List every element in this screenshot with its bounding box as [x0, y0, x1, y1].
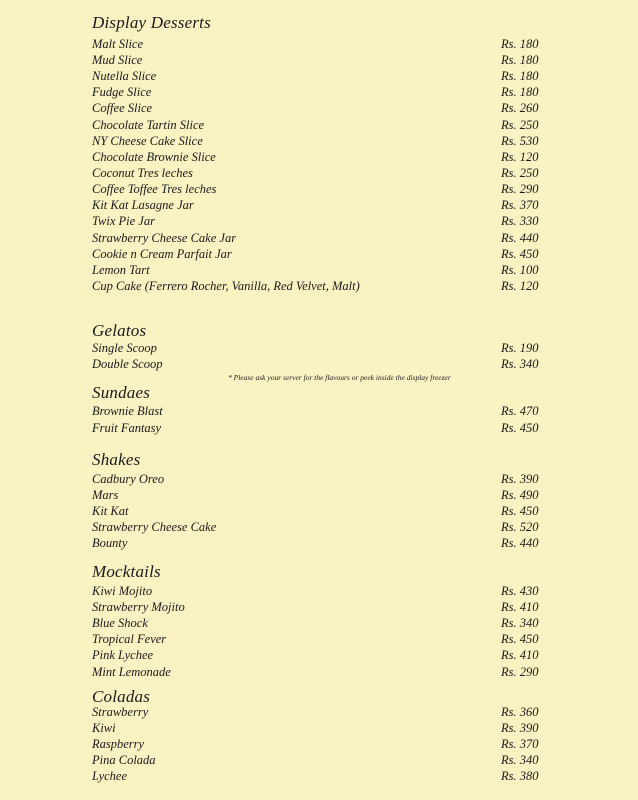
- item-name: Cup Cake (Ferrero Rocher, Vanilla, Red Velvet, Malt): [92, 279, 360, 293]
- item-name: Fruit Fantasy: [92, 421, 162, 435]
- item-price: Rs. 180: [501, 37, 539, 51]
- menu-item: [0, 68, 638, 84]
- menu-item: [0, 403, 638, 419]
- item-price: Rs. 490: [501, 488, 539, 502]
- item-name: Fudge Slice: [92, 85, 152, 99]
- menu-item: [0, 768, 638, 784]
- item-price: Rs. 340: [501, 753, 539, 767]
- item-price: Rs. 260: [501, 101, 539, 115]
- item-name: Mars: [92, 488, 119, 502]
- menu-item: [0, 519, 638, 535]
- item-price: Rs. 450: [501, 421, 539, 435]
- item-name: Strawberry Cheese Cake: [92, 520, 217, 534]
- menu-item: [0, 752, 638, 768]
- item-name: Twix Pie Jar: [92, 214, 155, 228]
- menu-item: [0, 36, 638, 52]
- item-price: Rs. 390: [501, 472, 539, 486]
- item-name: Kiwi Mojito: [92, 584, 153, 598]
- item-price: Rs. 330: [501, 214, 539, 228]
- item-name: Strawberry Mojito: [92, 600, 185, 614]
- item-price: Rs. 390: [501, 721, 539, 735]
- item-price: Rs. 520: [501, 520, 539, 534]
- flavour-note: * Please ask your server for the flavours or peek inside the display freezer: [228, 373, 451, 382]
- item-price: Rs. 450: [501, 504, 539, 518]
- menu-item: [0, 583, 638, 599]
- item-name: Brownie Blast: [92, 404, 163, 418]
- menu-item: [0, 420, 638, 436]
- item-price: Rs. 440: [501, 231, 539, 245]
- item-name: Blue Shock: [92, 616, 148, 630]
- item-price: Rs. 120: [501, 150, 539, 164]
- item-price: Rs. 530: [501, 134, 539, 148]
- menu-item: [0, 356, 638, 372]
- item-price: Rs. 370: [501, 198, 539, 212]
- item-name: Pink Lychee: [92, 648, 154, 662]
- item-price: Rs. 250: [501, 166, 539, 180]
- item-price: Rs. 450: [501, 632, 539, 646]
- item-name: Mint Lemonade: [92, 665, 171, 679]
- menu-item: [0, 535, 638, 551]
- item-name: Kit Kat: [92, 504, 129, 518]
- menu-item: [0, 197, 638, 213]
- section-title: Coladas: [92, 687, 151, 706]
- item-name: Cadbury Oreo: [92, 472, 165, 486]
- item-name: Nutella Slice: [92, 69, 157, 83]
- menu-item: [0, 487, 638, 503]
- item-price: Rs. 100: [501, 263, 539, 277]
- item-name: Tropical Fever: [92, 632, 167, 646]
- item-price: Rs. 180: [501, 53, 539, 67]
- item-price: Rs. 340: [501, 357, 539, 371]
- menu-item: [0, 230, 638, 246]
- menu-item: [0, 52, 638, 68]
- item-price: Rs. 180: [501, 69, 539, 83]
- menu-item: [0, 181, 638, 197]
- item-name: Malt Slice: [92, 37, 144, 51]
- item-price: Rs. 120: [501, 279, 539, 293]
- menu-item: [0, 647, 638, 663]
- menu-item: [0, 340, 638, 356]
- menu-item: [0, 213, 638, 229]
- item-price: Rs. 250: [501, 118, 539, 132]
- item-price: Rs. 340: [501, 616, 539, 630]
- menu-item: [0, 246, 638, 262]
- item-price: Rs. 450: [501, 247, 539, 261]
- item-price: Rs. 180: [501, 85, 539, 99]
- item-name: Mud Slice: [92, 53, 143, 67]
- menu-item: [0, 599, 638, 615]
- item-name: Raspberry: [92, 737, 145, 751]
- menu-item: [0, 278, 638, 294]
- item-price: Rs. 440: [501, 536, 539, 550]
- menu-item: [0, 503, 638, 519]
- item-name: Lemon Tart: [92, 263, 150, 277]
- item-name: Double Scoop: [92, 357, 163, 371]
- section-title: Sundaes: [92, 383, 151, 402]
- item-price: Rs. 430: [501, 584, 539, 598]
- menu-item: [0, 165, 638, 181]
- item-price: Rs. 290: [501, 665, 539, 679]
- menu-item: [0, 736, 638, 752]
- menu-item: [0, 615, 638, 631]
- item-name: Strawberry: [92, 705, 149, 719]
- item-name: Kiwi: [92, 721, 116, 735]
- item-price: Rs. 290: [501, 182, 539, 196]
- section-title: Gelatos: [92, 321, 147, 340]
- section-title: Shakes: [92, 450, 141, 469]
- item-name: Single Scoop: [92, 341, 157, 355]
- item-name: Coconut Tres leches: [92, 166, 193, 180]
- section-title: Mocktails: [92, 562, 161, 581]
- item-price: Rs. 370: [501, 737, 539, 751]
- menu-item: [0, 471, 638, 487]
- section-title: Display Desserts: [92, 13, 211, 32]
- menu-item: [0, 704, 638, 720]
- menu-item: [0, 100, 638, 116]
- item-name: Kit Kat Lasagne Jar: [92, 198, 194, 212]
- menu-item: [0, 720, 638, 736]
- menu-item: [0, 117, 638, 133]
- item-name: Chocolate Brownie Slice: [92, 150, 216, 164]
- item-price: Rs. 380: [501, 769, 539, 783]
- item-name: NY Cheese Cake Slice: [92, 134, 203, 148]
- item-name: Coffee Toffee Tres leches: [92, 182, 217, 196]
- item-price: Rs. 360: [501, 705, 539, 719]
- menu-item: [0, 149, 638, 165]
- item-price: Rs. 410: [501, 600, 539, 614]
- item-name: Pina Colada: [92, 753, 156, 767]
- menu-item: [0, 262, 638, 278]
- item-name: Strawberry Cheese Cake Jar: [92, 231, 237, 245]
- item-price: Rs. 470: [501, 404, 539, 418]
- item-price: Rs. 410: [501, 648, 539, 662]
- item-name: Bounty: [92, 536, 128, 550]
- item-name: Lychee: [92, 769, 128, 783]
- item-name: Coffee Slice: [92, 101, 153, 115]
- menu-item: [0, 133, 638, 149]
- item-price: Rs. 190: [501, 341, 539, 355]
- menu-item: [0, 631, 638, 647]
- menu-item: [0, 664, 638, 680]
- item-name: Cookie n Cream Parfait Jar: [92, 247, 232, 261]
- menu-item: [0, 84, 638, 100]
- item-name: Chocolate Tartin Slice: [92, 118, 205, 132]
